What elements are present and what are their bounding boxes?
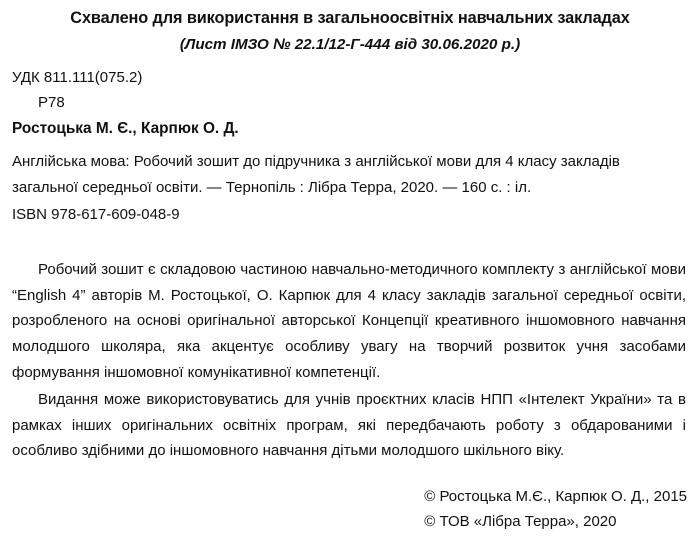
bibliographic-description: Англійська мова: Робочий зошит до підручника з англійської мови для 4 класу закладів загальної середньої освіти. — Тернопіль : Лібра Терра, 2020. — 160 с. : іл. [12,153,620,196]
approval-letter-reference: (Лист ІМЗО № 22.1/12-Г-444 від 30.06.2020 р.) [179,36,521,54]
annotation-paragraph-1: Робочий зошит є складовою частиною навчально-методичного комплекту з англійської мови “English 4” авторів М. Ростоцької, О. Карпюк для 4 класу закладів загальної середньої освіти, розробленого на основі оригінальної авторської Концепції креативного іншомовного навчання молодшого школяра, яка акцентує особливу увагу на творчий розвиток учня засобами формування іншомовної комунікативної компетенції. [12,260,686,382]
cataloguing-block [0,67,700,140]
isbn-number: ISBN 978-617-609-048-9 [12,205,180,223]
authors-heading: Ростоцька М. Є., Карпюк О. Д. [12,120,239,138]
copyright-authors: © Ростоцька М.Є., Карпюк О. Д., 2015 [424,488,687,506]
copyright-block [424,485,687,534]
bibliographic-block [0,149,700,226]
approval-block [0,0,700,54]
shelf-mark: Р78 [38,93,65,111]
annotation-block [0,257,700,464]
copyright-publisher: © ТОВ «Лібра Терра», 2020 [424,512,617,530]
annotation-paragraph-2: Видання може використовуватись для учнів проєктних класів НПП «Інтелект України» та в рамках інших оригінальних освітніх програм, які передбачають роботу з обдарованими і особливо здібними до іншомовного навчання дітьми молодшого шкільного віку. [12,390,686,460]
approval-title: Схвалено для використання в загальноосвітніх навчальних закладах [70,9,630,27]
udc-code: УДК 811.111(075.2) [12,69,143,87]
